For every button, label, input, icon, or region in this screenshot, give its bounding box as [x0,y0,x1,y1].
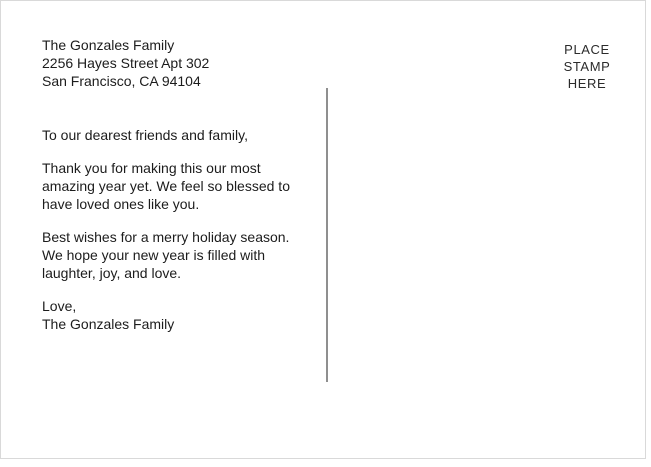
stamp-line-here: HERE [567,76,607,91]
message-line: We hope your new year is filled with [42,247,266,263]
message-signoff [42,297,290,333]
return-address-city-state-zip: San Francisco, CA 94104 [42,73,201,89]
message-salutation [42,126,290,144]
stamp-line-stamp: STAMP [563,59,611,74]
stamp-placeholder [547,41,627,92]
message-body [42,126,290,333]
message-line: amazing year yet. We feel so blessed to [42,178,290,194]
return-address [42,36,209,90]
message-line: Thank you for making this our most [42,160,261,176]
stamp-line-place: PLACE [564,42,610,57]
message-closing: Love, [42,298,77,314]
message-paragraph-2 [42,228,290,282]
message-line: Best wishes for a merry holiday season. [42,229,290,245]
message-paragraph-1 [42,159,290,213]
message-line: laughter, joy, and love. [42,265,182,281]
address-message-divider [326,88,328,382]
message-line: have loved ones like you. [42,196,200,212]
message-signature: The Gonzales Family [42,316,175,332]
return-address-street: 2256 Hayes Street Apt 302 [42,55,210,71]
message-line: To our dearest friends and family, [42,127,248,143]
return-address-name: The Gonzales Family [42,37,175,53]
